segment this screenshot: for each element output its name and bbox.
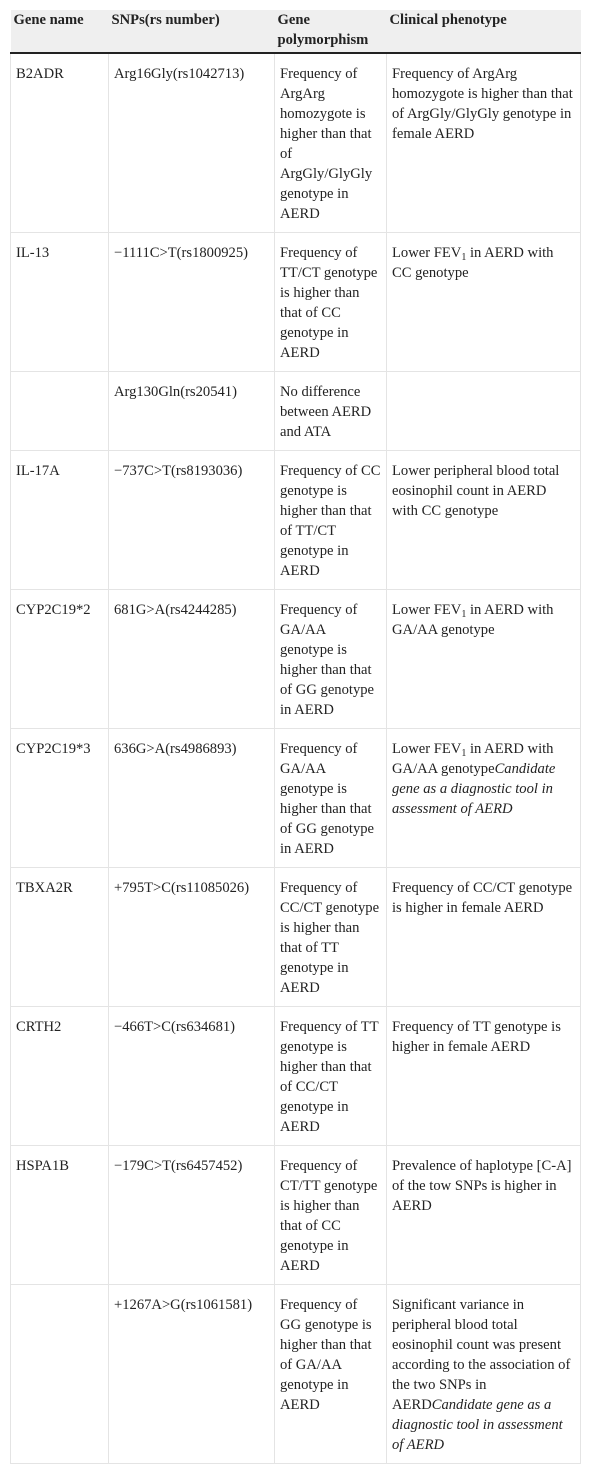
- clinical-phenotype-cell: [387, 590, 581, 729]
- table-row: [11, 868, 581, 1007]
- genetic-table-container: [10, 10, 580, 1464]
- snp-cell: −466T>C(rs634681): [109, 1007, 275, 1146]
- phenotype-subscript: 1: [461, 748, 467, 759]
- header-clinical-phenotype: Clinical phenotype: [387, 10, 581, 53]
- table-row: [11, 451, 581, 590]
- phenotype-text: Significant variance in peripheral blood total eosinophil count was present according to the association of the two SNPs in AERD: [392, 1297, 571, 1413]
- polymorphism-cell: Frequency of TT/CT genotype is higher than that of CC genotype in AERD: [275, 233, 387, 372]
- polymorphism-cell: Frequency of ArgArg homozygote is higher than that of ArgGly/GlyGly genotype in AERD: [275, 53, 387, 233]
- polymorphism-cell: Frequency of TT genotype is higher than that of CC/CT genotype in AERD: [275, 1007, 387, 1146]
- phenotype-text-continued: in AERD with CC genotype: [392, 245, 554, 281]
- table-row: [11, 590, 581, 729]
- phenotype-text: Lower FEV: [392, 741, 462, 757]
- clinical-phenotype-cell: [387, 729, 581, 868]
- clinical-phenotype-cell: [387, 53, 581, 233]
- snp-cell: 681G>A(rs4244285): [109, 590, 275, 729]
- table-row: [11, 372, 581, 451]
- polymorphism-cell: Frequency of GA/AA genotype is higher than that of GG genotype in AERD: [275, 729, 387, 868]
- polymorphism-cell: Frequency of GG genotype is higher than that of GA/AA genotype in AERD: [275, 1285, 387, 1464]
- snp-cell: −1111C>T(rs1800925): [109, 233, 275, 372]
- phenotype-candidate-note: Candidate gene as a diagnostic tool in assessment of AERD: [392, 1397, 563, 1453]
- phenotype-text: Frequency of CC/CT genotype is higher in female AERD: [392, 880, 573, 916]
- table-row: [11, 1285, 581, 1464]
- table-row: [11, 1007, 581, 1146]
- snp-cell: −179C>T(rs6457452): [109, 1146, 275, 1285]
- gene-name-cell: IL-17A: [11, 451, 109, 590]
- gene-name-cell: B2ADR: [11, 53, 109, 233]
- clinical-phenotype-cell: [387, 451, 581, 590]
- gene-name-cell: IL-13: [11, 233, 109, 372]
- phenotype-subscript: 1: [461, 609, 467, 620]
- phenotype-text: Prevalence of haplotype [C-A] of the tow SNPs is higher in AERD: [392, 1158, 572, 1214]
- clinical-phenotype-cell: [387, 1007, 581, 1146]
- phenotype-subscript: 1: [461, 252, 467, 263]
- phenotype-text: Lower FEV: [392, 602, 462, 618]
- phenotype-text: Lower FEV: [392, 245, 462, 261]
- table-row: [11, 1146, 581, 1285]
- clinical-phenotype-cell: [387, 372, 581, 451]
- phenotype-text-continued: in AERD with GA/AA genotype: [392, 602, 554, 638]
- gene-name-cell: [11, 372, 109, 451]
- header-gene-polymorphism: Gene polymorphism: [275, 10, 387, 53]
- snp-cell: −737C>T(rs8193036): [109, 451, 275, 590]
- clinical-phenotype-cell: [387, 233, 581, 372]
- snp-cell: Arg130Gln(rs20541): [109, 372, 275, 451]
- phenotype-text: Frequency of ArgArg homozygote is higher than that of ArgGly/GlyGly genotype in female AERD: [392, 66, 573, 142]
- polymorphism-cell: No difference between AERD and ATA: [275, 372, 387, 451]
- table-body: [11, 53, 581, 1464]
- snp-cell: +795T>C(rs11085026): [109, 868, 275, 1007]
- phenotype-text: Lower peripheral blood total eosinophil count in AERD with CC genotype: [392, 463, 560, 519]
- polymorphism-cell: Frequency of CT/TT genotype is higher than that of CC genotype in AERD: [275, 1146, 387, 1285]
- phenotype-candidate-note: Candidate gene as a diagnostic tool in assessment of AERD: [392, 761, 556, 817]
- gene-name-cell: CYP2C19*2: [11, 590, 109, 729]
- table-header-row: [11, 10, 581, 53]
- gene-name-cell: CRTH2: [11, 1007, 109, 1146]
- table-row: [11, 729, 581, 868]
- gene-name-cell: [11, 1285, 109, 1464]
- polymorphism-cell: Frequency of CC/CT genotype is higher than that of TT genotype in AERD: [275, 868, 387, 1007]
- gene-name-cell: TBXA2R: [11, 868, 109, 1007]
- phenotype-text: Frequency of TT genotype is higher in female AERD: [392, 1019, 561, 1055]
- snp-phenotype-table: [10, 10, 581, 1464]
- polymorphism-cell: Frequency of GA/AA genotype is higher than that of GG genotype in AERD: [275, 590, 387, 729]
- clinical-phenotype-cell: [387, 868, 581, 1007]
- clinical-phenotype-cell: [387, 1146, 581, 1285]
- table-row: [11, 233, 581, 372]
- gene-name-cell: CYP2C19*3: [11, 729, 109, 868]
- header-snps: SNPs(rs number): [109, 10, 275, 53]
- snp-cell: Arg16Gly(rs1042713): [109, 53, 275, 233]
- table-row: [11, 53, 581, 233]
- gene-name-cell: HSPA1B: [11, 1146, 109, 1285]
- phenotype-text-continued: in AERD with GA/AA genotype: [392, 741, 554, 777]
- snp-cell: +1267A>G(rs1061581): [109, 1285, 275, 1464]
- snp-cell: 636G>A(rs4986893): [109, 729, 275, 868]
- header-gene-name: Gene name: [11, 10, 109, 53]
- clinical-phenotype-cell: [387, 1285, 581, 1464]
- polymorphism-cell: Frequency of CC genotype is higher than that of TT/CT genotype in AERD: [275, 451, 387, 590]
